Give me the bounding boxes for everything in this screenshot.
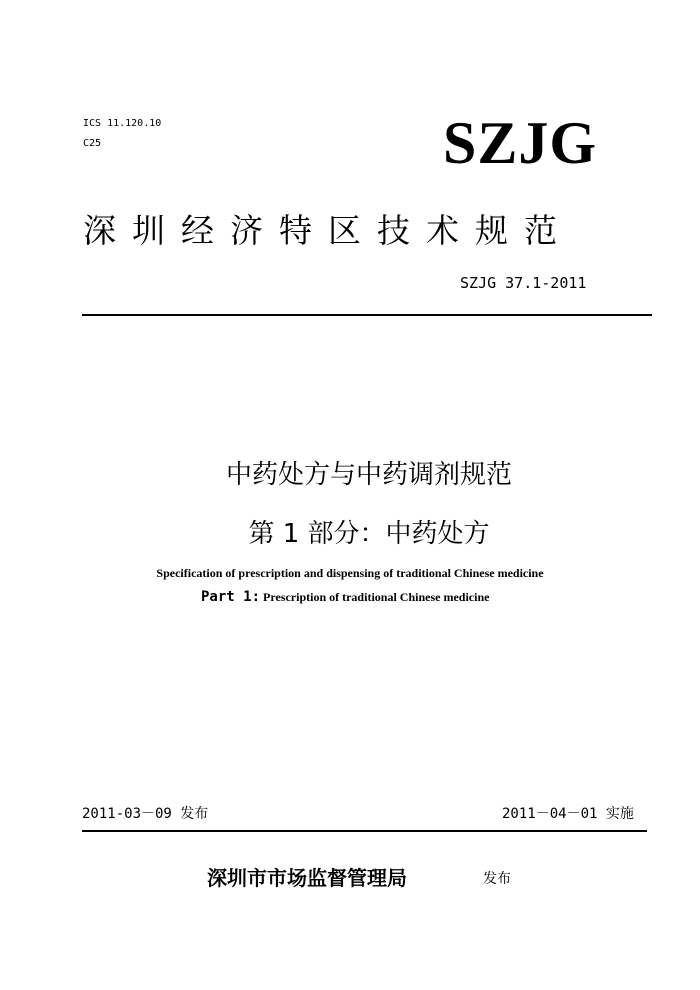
title-chinese: 中药处方与中药调剂规范 bbox=[225, 460, 512, 490]
document-type: 深圳经济特区技术规范 bbox=[83, 211, 573, 250]
part-title-english bbox=[201, 588, 489, 606]
implementation-date: 2011－04－01 实施 bbox=[502, 806, 634, 822]
part-label: Part 1: bbox=[201, 589, 261, 605]
part-title-text: Prescription of traditional Chinese medicine bbox=[263, 590, 490, 604]
standard-number: SZJG 37.1-2011 bbox=[460, 274, 587, 292]
top-divider bbox=[82, 314, 652, 316]
standard-logo: SZJG bbox=[443, 110, 598, 176]
issued-label: 发布 bbox=[483, 871, 511, 887]
classification-code: C25 bbox=[83, 138, 102, 149]
ics-code: ICS 11.120.10 bbox=[83, 118, 162, 129]
issue-date: 2011-03－09 发布 bbox=[82, 806, 209, 822]
title-english: Specification of prescription and dispensing of traditional Chinese medicine bbox=[156, 566, 544, 580]
part-title-chinese: 第 1 部分：中药处方 bbox=[248, 519, 490, 549]
issuing-authority: 深圳市市场监督管理局 bbox=[207, 866, 407, 890]
bottom-divider bbox=[82, 830, 647, 832]
